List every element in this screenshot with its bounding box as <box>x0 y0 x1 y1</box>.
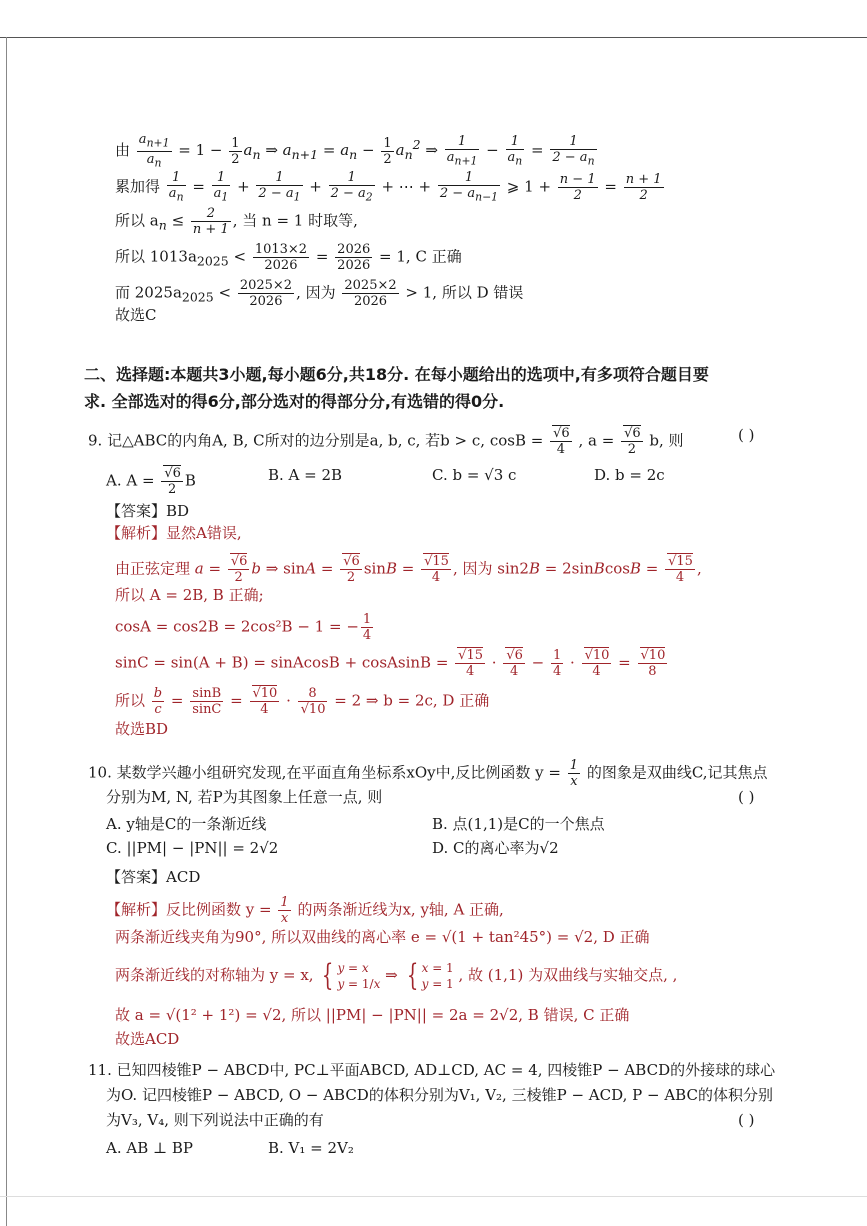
q10-stem-2: 分别为M, N, 若P为其图象上任意一点, 则 <box>106 788 383 806</box>
q9-option-d: D. b = 2c <box>594 466 665 484</box>
q9-answer-paren: ( ) <box>738 426 755 444</box>
section-2-heading-line-2: 求. 全部选对的得6分,部分选对的得部分分,有选错的得0分. <box>84 392 505 411</box>
q9-option-b: B. A = 2B <box>268 466 343 484</box>
q10-analysis-5: 故选ACD <box>115 1030 180 1048</box>
q10-analysis-2: 两条渐近线夹角为90°, 所以双曲线的离心率 e = √(1 + tan²45°) = √2, D 正确 <box>115 928 650 946</box>
section-2-heading-line-1: 二、选择题:本题共3小题,每小题6分,共18分. 在每小题给出的选项中,有多项符合题目要 <box>84 365 709 384</box>
q9-analysis-1: 【解析】显然A错误, <box>106 524 242 542</box>
q9-answer: 【答案】BD <box>106 502 190 520</box>
q11-answer-paren: ( ) <box>738 1111 755 1129</box>
q9-analysis-4: cosA = cos2B = 2cos²B − 1 = − $\frac{1}{4}$ <box>115 612 372 643</box>
prev-line-1: 由 $\frac{a_{n+1}}{a_n}$ = 1 − $\frac{1}{2}$ $a_n$ ⇒ $a_{n+1} = a_n$ − $\frac{1}{2}$ $a_n^2$ ⇒ $\frac{1}{a_{n+1}}$ − $\frac{1}{a_n}$ = $\frac{1}{2 - a_n}$ <box>115 132 595 170</box>
page-bottom-border <box>0 1196 867 1197</box>
q11-option-a: A. AB ⊥ BP <box>106 1139 193 1157</box>
q10-analysis-3: 两条渐近线的对称轴为 y = x, { y = x y = 1/x ⇒ { x = 1 y = 1 , 故 (1,1) 为双曲线与实轴交点, , <box>115 958 678 993</box>
prev-line-2: 累加得 $\frac{1}{a_n}$ = $\frac{1}{a_1}$ + $\frac{1}{2 - a_1}$ + $\frac{1}{2 - a_2}$ + ⋯ + $\frac{1}{2 - a_{n-1}}$ ⩾ 1 + $\frac{n - 1}{2}$ = $\frac{n + 1}{2}$ <box>115 170 662 204</box>
prev-line-3: 所以 $a_n$ ≤ $\frac{2}{n + 1}$ , 当 n = 1 时取等, <box>115 206 358 237</box>
q10-answer: 【答案】ACD <box>106 868 201 886</box>
q9-option-a: A. A = $\frac{√6}{2}$ B <box>106 466 196 497</box>
q11-stem-2: 为O. 记四棱锥P − ABCD, O − ABCD的体积分别为V₁, V₂, 三棱锥P − ACD, P − ABC的体积分别 <box>106 1086 773 1104</box>
q9-analysis-5: sinC = sin(A + B) = sinAcosB + cosAsinB = $\frac{√15}{4}$ · $\frac{√6}{4}$ − $\frac{1}{4}$ · $\frac{√10}{4}$ = $\frac{√10}{8}$ <box>115 648 666 679</box>
prev-line-4: 所以 $1013a_{2025}$ < $\frac{1013\times 2}{2026}$ = $\frac{2026}{2026}$ = 1, C 正确 <box>115 242 462 273</box>
q11-option-b: B. V₁ = 2V₂ <box>268 1139 354 1157</box>
q9-analysis-6: 所以 $\frac{b}{c}$ = $\frac{\sin B}{\sin C}$ = $\frac{√10}{4}$ · $\frac{8}{√10}$ = 2 ⇒ b = 2c, D 正确 <box>115 686 490 717</box>
prev-line-6: 故选C <box>115 306 157 324</box>
q10-option-a: A. y轴是C的一条渐近线 <box>106 815 267 833</box>
q9-analysis-7: 故选BD <box>115 720 169 738</box>
q10-analysis-4: 故 a = √(1² + 1²) = √2, 所以 ||PM| − |PN|| = 2a = 2√2, B 错误, C 正确 <box>115 1006 630 1024</box>
q9-analysis-3: 所以 A = 2B, B 正确; <box>115 586 264 604</box>
q10-option-b: B. 点(1,1)是C的一个焦点 <box>432 815 605 833</box>
q10-option-c: C. ||PM| − |PN|| = 2√2 <box>106 839 279 857</box>
q11-stem-3: 为V₃, V₄, 则下列说法中正确的有 <box>106 1111 324 1129</box>
page-left-border <box>6 37 7 1226</box>
q10-analysis-1: 【解析】反比例函数 y = $\frac{1}{x}$ 的两条渐近线为x, y轴, A 正确, <box>106 895 504 926</box>
q9-stem: 9. 记△ABC的内角A, B, C所对的边分别是a, b, c, 若b > c, cosB = $\frac{√6}{4}$ , a = $\frac{√6}{2}$ b, 则 <box>88 426 684 457</box>
q9-analysis-2: 由正弦定理 a = $\frac{√6}{2}$ b ⇒ sinA = $\frac{√6}{2}$ sinB = $\frac{√15}{4}$ , 因为 sin2B = 2sinBcosB = $\frac{√15}{4}$ , <box>115 554 702 585</box>
q9-option-c: C. b = √3 c <box>432 466 517 484</box>
q10-answer-paren: ( ) <box>738 788 755 806</box>
q10-option-d: D. C的离心率为√2 <box>432 839 559 857</box>
prev-line-5: 而 $2025a_{2025}$ < $\frac{2025\times 2}{2026}$ , 因为 $\frac{2025\times 2}{2026}$ > 1, 所以 D 错误 <box>115 278 524 309</box>
q11-stem-1: 11. 已知四棱锥P − ABCD中, PC⊥平面ABCD, AD⊥CD, AC = 4, 四棱锥P − ABCD的外接球的球心 <box>88 1061 776 1079</box>
q10-stem-1: 10. 某数学兴趣小组研究发现,在平面直角坐标系xOy中,反比例函数 y = $\frac{1}{x}$ 的图象是双曲线C,记其焦点 <box>88 758 768 789</box>
page-top-border <box>0 37 867 38</box>
